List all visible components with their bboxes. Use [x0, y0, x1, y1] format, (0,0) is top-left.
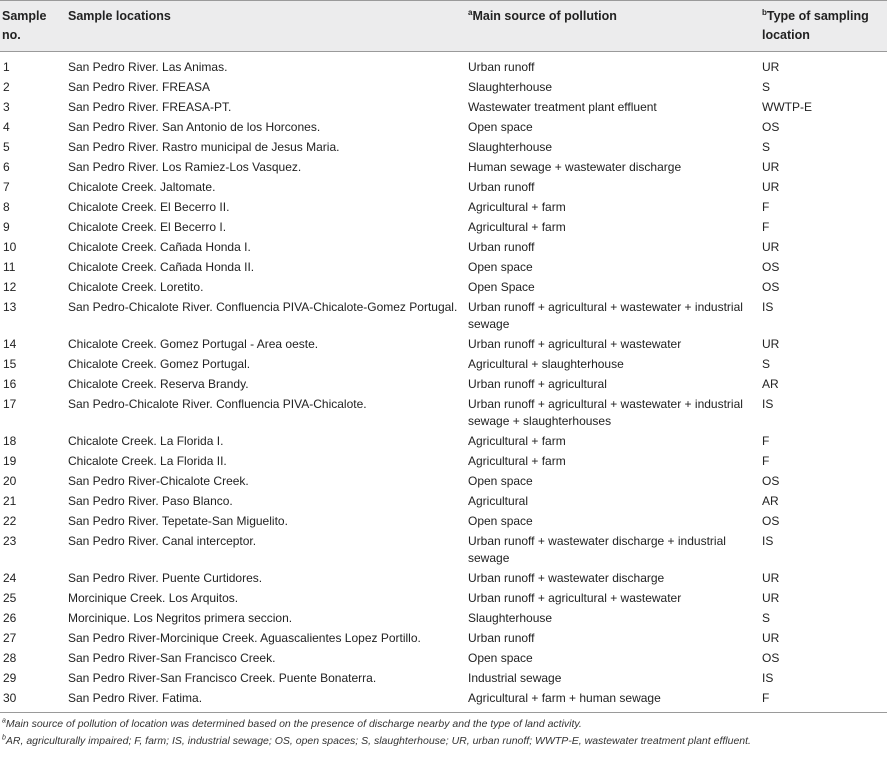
cell-sample-no: 2: [3, 80, 10, 94]
table-row: [0, 178, 887, 198]
table-row: [0, 138, 887, 158]
table-row: [0, 512, 887, 532]
cell-sample-no: 14: [3, 337, 17, 351]
cell-pollution-source: Human sewage + wastewater discharge: [468, 160, 682, 174]
table-row: [0, 258, 887, 278]
table-row: [0, 669, 887, 689]
cell-sample-location: Chicalote Creek. La Florida II.: [68, 454, 227, 468]
footnote-b-text: AR, agriculturally impaired; F, farm; IS, industrial sewage; OS, open spaces; S, slaughterhouse; UR, urban runoff; WWTP-E, wastewater treatment plant effluent.: [5, 735, 751, 747]
cell-pollution-source: Urban runoff: [468, 240, 535, 254]
cell-location-type: IS: [762, 397, 774, 411]
cell-location-type: OS: [762, 651, 780, 665]
table-row: [0, 649, 887, 669]
cell-sample-no: 21: [3, 494, 17, 508]
header-main-source-label: Main source of pollution: [472, 9, 617, 23]
table-row: [0, 298, 887, 335]
cell-location-type: S: [762, 140, 771, 154]
footnote-b: [2, 734, 887, 748]
cell-sample-location: San Pedro River. Rastro municipal de Jesus Maria.: [68, 140, 340, 154]
cell-sample-no: 3: [3, 100, 10, 114]
table-row: [0, 589, 887, 609]
cell-sample-no: 16: [3, 377, 17, 391]
cell-location-type: F: [762, 220, 770, 234]
footnote-mark-a: a: [468, 7, 473, 17]
cell-pollution-source: Urban runoff + wastewater discharge: [468, 571, 665, 585]
cell-sample-location: Chicalote Creek. Gomez Portugal - Area oeste.: [68, 337, 319, 351]
cell-pollution-source: Agricultural: [468, 494, 529, 508]
cell-sample-no: 13: [3, 300, 17, 314]
cell-pollution-source: Urban runoff + agricultural + wastewater: [468, 591, 682, 605]
cell-location-type: UR: [762, 60, 780, 74]
cell-sample-no: 4: [3, 120, 10, 134]
cell-location-type: IS: [762, 300, 774, 314]
cell-location-type: F: [762, 454, 770, 468]
cell-location-type: UR: [762, 180, 780, 194]
table-row: [0, 278, 887, 298]
cell-sample-no: 12: [3, 280, 17, 294]
cell-pollution-source: Urban runoff + agricultural: [468, 377, 607, 391]
cell-location-type: UR: [762, 337, 780, 351]
cell-location-type: IS: [762, 671, 774, 685]
cell-location-type: OS: [762, 280, 780, 294]
cell-pollution-source: Urban runoff + agricultural + wastewater + industrial sewage: [468, 300, 743, 331]
table-body: [0, 52, 887, 713]
cell-pollution-source: Agricultural + farm: [468, 434, 566, 448]
cell-sample-location: San Pedro River. Puente Curtidores.: [68, 571, 263, 585]
cell-location-type: OS: [762, 474, 780, 488]
cell-sample-no: 10: [3, 240, 17, 254]
footnote-mark-b: b: [762, 7, 767, 17]
header-sample-locations: Sample locations: [64, 1, 464, 52]
cell-sample-no: 25: [3, 591, 17, 605]
table-row: [0, 98, 887, 118]
cell-location-type: F: [758, 689, 887, 713]
table-row: [0, 355, 887, 375]
cell-sample-location: San Pedro River-Chicalote Creek.: [68, 474, 249, 488]
cell-location-type: IS: [762, 534, 774, 548]
cell-sample-no: 28: [3, 651, 17, 665]
cell-pollution-source: Wastewater treatment plant effluent: [468, 100, 657, 114]
cell-pollution-source: Agricultural + slaughterhouse: [468, 357, 624, 371]
header-main-source: [464, 1, 758, 52]
table-row: [0, 158, 887, 178]
cell-sample-no: 23: [3, 534, 17, 548]
table-row: [0, 78, 887, 98]
cell-location-type: S: [762, 357, 771, 371]
header-row: [0, 1, 887, 52]
cell-location-type: OS: [762, 514, 780, 528]
cell-sample-no: 29: [3, 671, 17, 685]
cell-location-type: AR: [762, 377, 779, 391]
cell-sample-no: 20: [3, 474, 17, 488]
cell-location-type: UR: [762, 571, 780, 585]
table-row: [0, 335, 887, 355]
cell-sample-no: 24: [3, 571, 17, 585]
header-sample-no: Sample no.: [0, 1, 64, 52]
cell-location-type: S: [762, 611, 771, 625]
cell-sample-location: Chicalote Creek. La Florida I.: [68, 434, 224, 448]
cell-sample-location: San Pedro River. FREASA: [68, 80, 211, 94]
table-row: [0, 629, 887, 649]
table-row: [0, 472, 887, 492]
cell-pollution-source: Open space: [468, 514, 533, 528]
cell-sample-location: San Pedro-Chicalote River. Confluencia PIVA-Chicalote-Gomez Portugal.: [68, 300, 458, 314]
cell-sample-location: Chicalote Creek. Jaltomate.: [68, 180, 216, 194]
cell-sample-no: 8: [3, 200, 10, 214]
cell-sample-location: Chicalote Creek. Cañada Honda I.: [68, 240, 251, 254]
cell-pollution-source: Agricultural + farm + human sewage: [464, 689, 758, 713]
cell-location-type: UR: [762, 160, 780, 174]
cell-location-type: F: [762, 434, 770, 448]
table-row: [0, 492, 887, 512]
cell-sample-location: San Pedro-Chicalote River. Confluencia PIVA-Chicalote.: [68, 397, 367, 411]
cell-sample-no: 19: [3, 454, 17, 468]
cell-sample-location: San Pedro River. Paso Blanco.: [68, 494, 233, 508]
table-row: [0, 52, 887, 78]
cell-sample-location: San Pedro River-San Francisco Creek. Puente Bonaterra.: [68, 671, 377, 685]
cell-sample-location: San Pedro River-Morcinique Creek. Aguascalientes Lopez Portillo.: [68, 631, 421, 645]
cell-sample-location: Chicalote Creek. Reserva Brandy.: [68, 377, 249, 391]
cell-sample-location: San Pedro River. Los Ramiez-Los Vasquez.: [68, 160, 302, 174]
cell-pollution-source: Urban runoff: [468, 180, 535, 194]
cell-pollution-source: Open space: [468, 651, 533, 665]
cell-sample-location: San Pedro River. Canal interceptor.: [68, 534, 257, 548]
cell-sample-no: 5: [3, 140, 10, 154]
cell-sample-location: Morcinique. Los Negritos primera seccion.: [68, 611, 293, 625]
cell-sample-location: Chicalote Creek. El Becerro II.: [68, 200, 230, 214]
table-footnotes: [0, 713, 887, 748]
footnote-b-mark: b: [2, 734, 6, 742]
table-row: [0, 118, 887, 138]
cell-pollution-source: Open Space: [468, 280, 535, 294]
header-location-type: [758, 1, 887, 52]
cell-pollution-source: Urban runoff + agricultural + wastewater + industrial sewage + slaughterhouses: [468, 397, 743, 428]
cell-sample-location: San Pedro River. Las Animas.: [68, 60, 228, 74]
cell-sample-location: San Pedro River-San Francisco Creek.: [68, 651, 276, 665]
cell-sample-location: San Pedro River. Fatima.: [64, 689, 464, 713]
cell-location-type: UR: [762, 631, 780, 645]
cell-sample-no: 6: [3, 160, 10, 174]
cell-pollution-source: Urban runoff + wastewater discharge + industrial sewage: [468, 534, 726, 565]
table-row: [0, 218, 887, 238]
table-row: [0, 452, 887, 472]
cell-sample-no: 18: [3, 434, 17, 448]
cell-pollution-source: Urban runoff: [468, 631, 535, 645]
table-row: [0, 198, 887, 218]
cell-sample-location: Chicalote Creek. Loretito.: [68, 280, 204, 294]
cell-sample-location: Chicalote Creek. Cañada Honda II.: [68, 260, 255, 274]
table-row: [0, 238, 887, 258]
cell-pollution-source: Urban runoff + agricultural + wastewater: [468, 337, 682, 351]
cell-pollution-source: Agricultural + farm: [468, 200, 566, 214]
cell-location-type: UR: [762, 240, 780, 254]
cell-location-type: OS: [762, 260, 780, 274]
cell-sample-no: 27: [3, 631, 17, 645]
table-row: [0, 395, 887, 432]
footnote-a-text: Main source of pollution of location was determined based on the presence of discharge nearby and the type of land activity.: [5, 718, 582, 730]
cell-sample-location: San Pedro River. FREASA-PT.: [68, 100, 232, 114]
cell-pollution-source: Open space: [468, 120, 533, 134]
table-row: [0, 532, 887, 569]
table-header: [0, 1, 887, 52]
table-row: [0, 432, 887, 452]
cell-location-type: WWTP-E: [762, 100, 812, 114]
cell-sample-no: 7: [3, 180, 10, 194]
cell-pollution-source: Agricultural + farm: [468, 220, 566, 234]
cell-location-type: AR: [762, 494, 779, 508]
header-location-type-label: Type of sampling location: [762, 9, 869, 42]
table-row: [0, 609, 887, 629]
cell-sample-location: Morcinique Creek. Los Arquitos.: [68, 591, 239, 605]
cell-sample-location: Chicalote Creek. El Becerro I.: [68, 220, 227, 234]
cell-sample-location: San Pedro River. San Antonio de los Horcones.: [68, 120, 321, 134]
cell-sample-no: 11: [3, 260, 16, 274]
cell-pollution-source: Open space: [468, 260, 533, 274]
table-row: [0, 569, 887, 589]
cell-sample-no: 1: [3, 60, 10, 74]
cell-location-type: F: [762, 200, 770, 214]
table-row: [0, 689, 887, 713]
footnote-a-mark: a: [2, 717, 6, 725]
cell-pollution-source: Agricultural + farm: [468, 454, 566, 468]
cell-pollution-source: Open space: [468, 474, 533, 488]
cell-sample-no: 9: [3, 220, 10, 234]
cell-sample-location: San Pedro River. Tepetate-San Miguelito.: [68, 514, 288, 528]
cell-sample-location: Chicalote Creek. Gomez Portugal.: [68, 357, 251, 371]
cell-pollution-source: Industrial sewage: [468, 671, 562, 685]
cell-pollution-source: Slaughterhouse: [468, 611, 553, 625]
cell-location-type: UR: [762, 591, 780, 605]
cell-location-type: OS: [762, 120, 780, 134]
footnote-a: [2, 717, 887, 731]
cell-sample-no: 26: [3, 611, 17, 625]
cell-location-type: S: [762, 80, 771, 94]
cell-sample-no: 30: [0, 689, 64, 713]
cell-sample-no: 17: [3, 397, 17, 411]
table-row: [0, 375, 887, 395]
cell-pollution-source: Slaughterhouse: [468, 80, 553, 94]
cell-sample-no: 22: [3, 514, 17, 528]
cell-pollution-source: Urban runoff: [468, 60, 535, 74]
cell-pollution-source: Slaughterhouse: [468, 140, 553, 154]
cell-sample-no: 15: [3, 357, 17, 371]
